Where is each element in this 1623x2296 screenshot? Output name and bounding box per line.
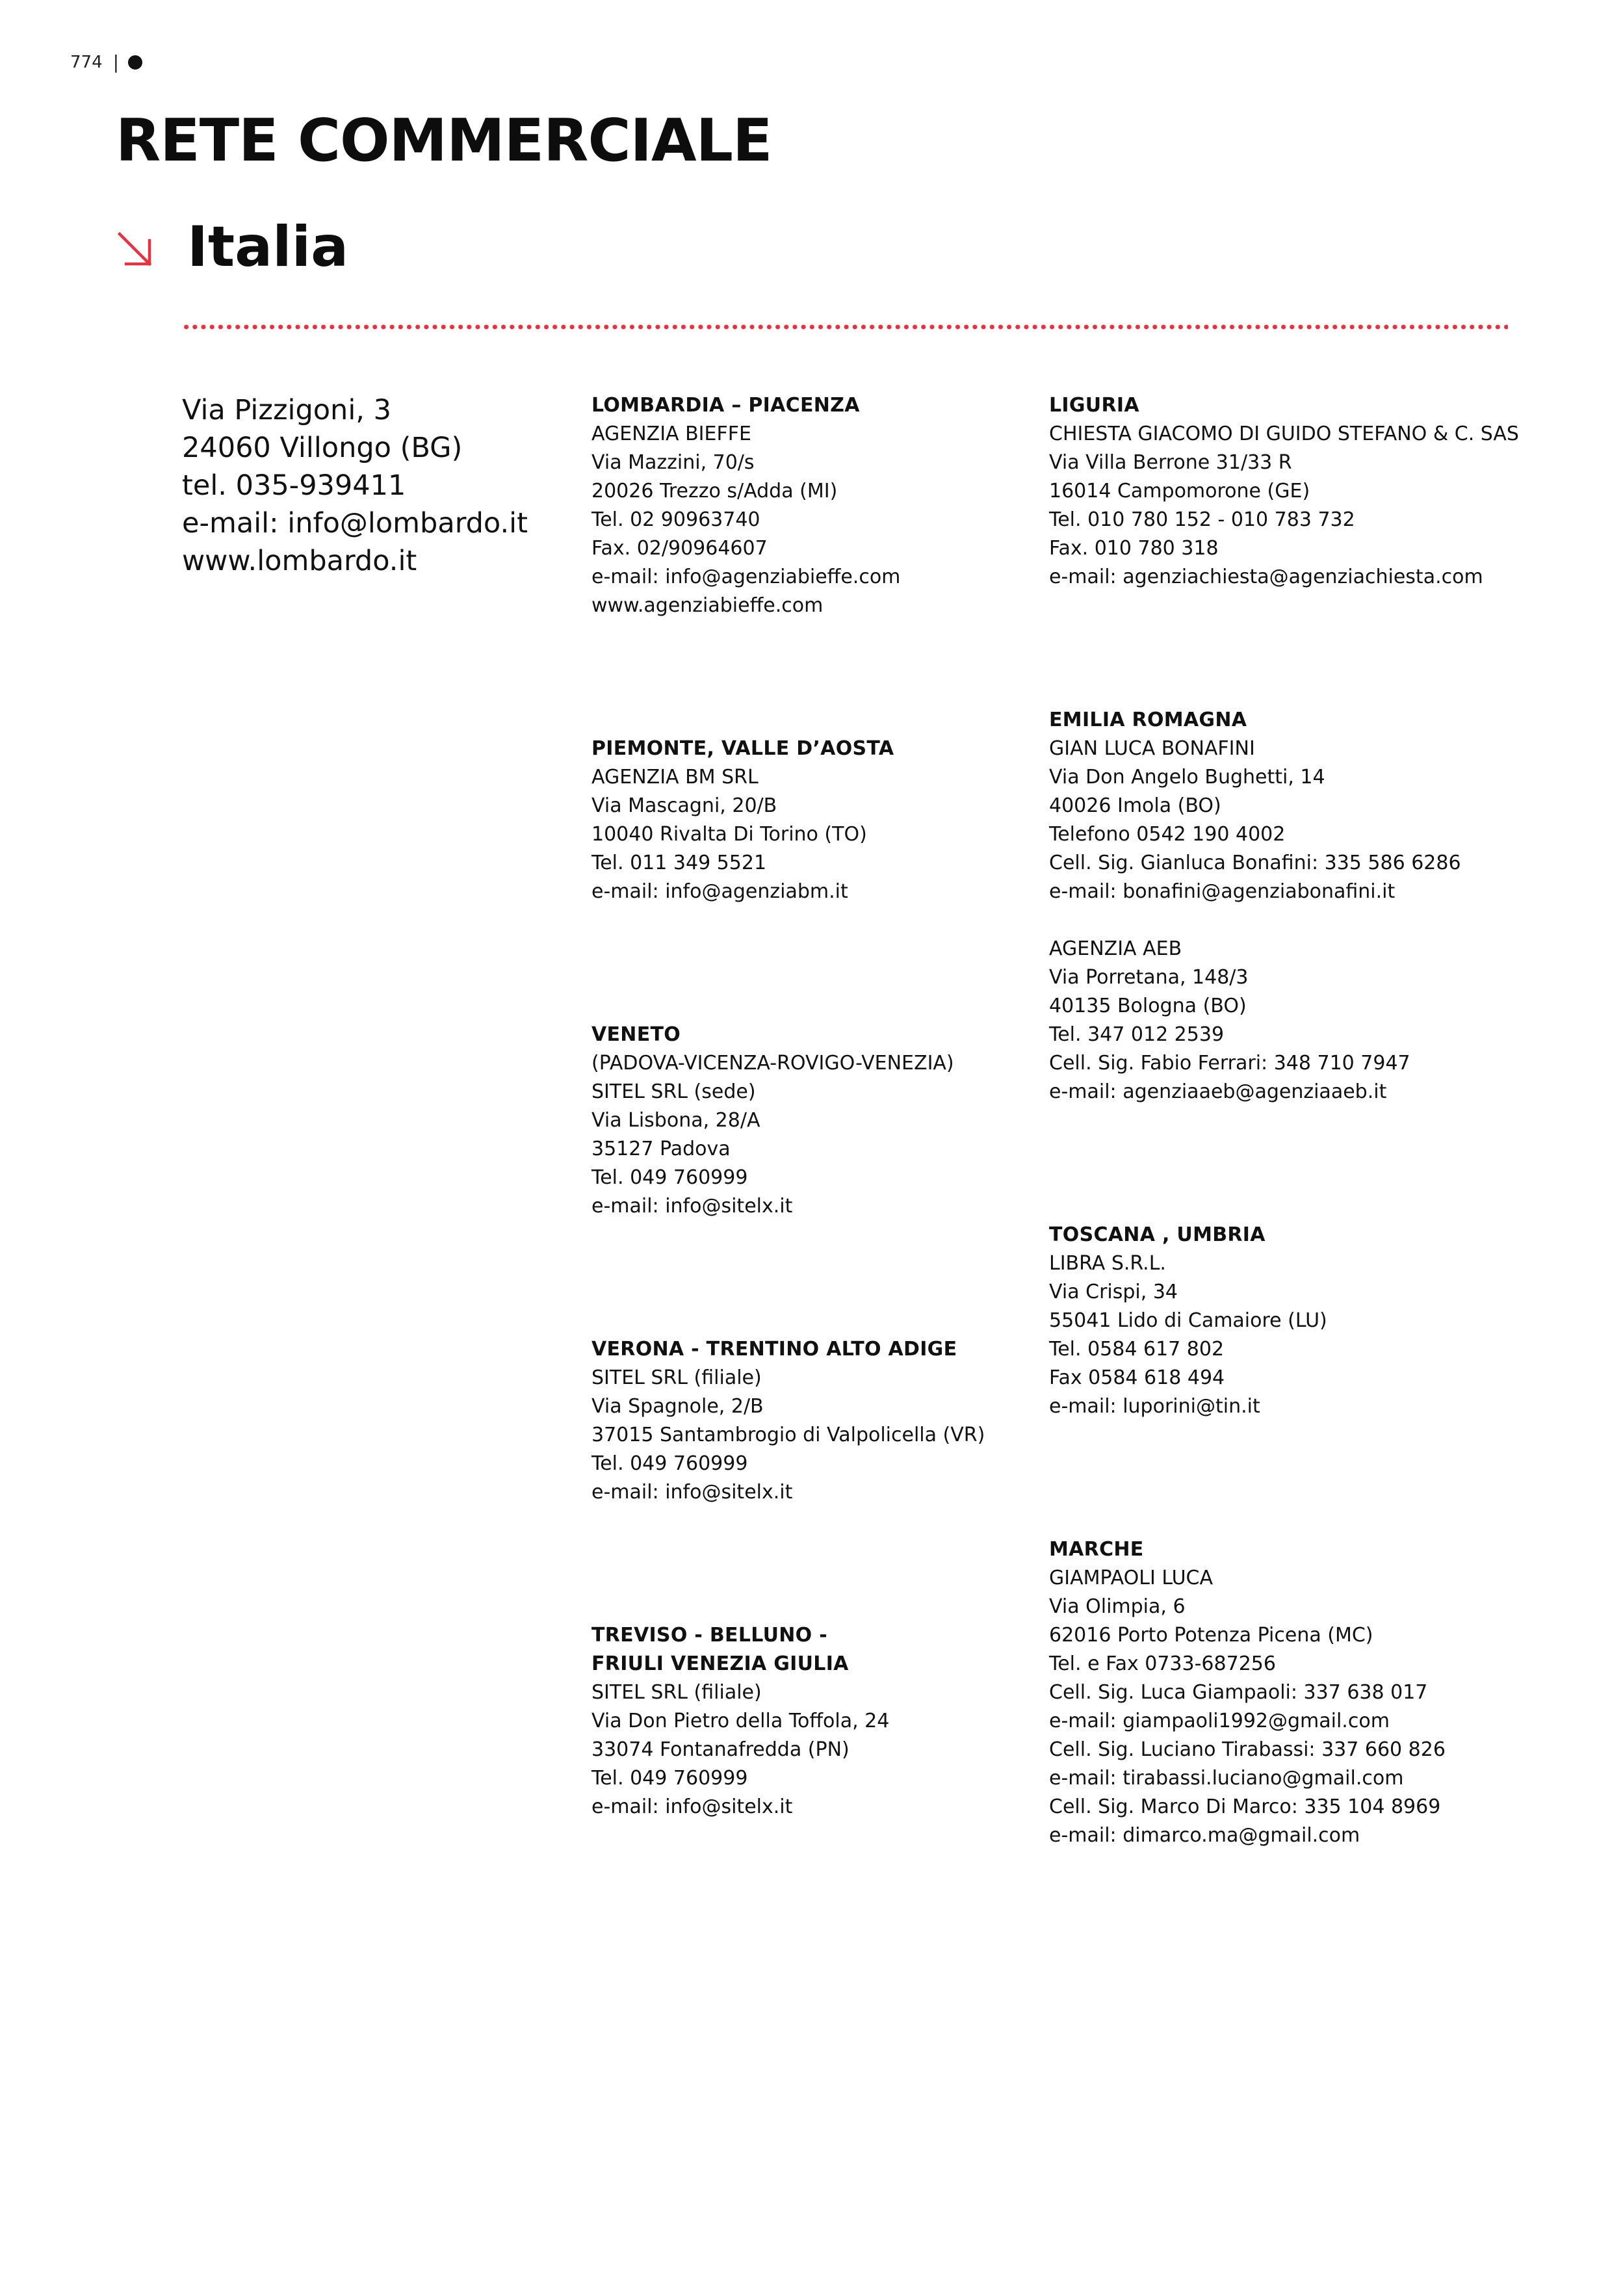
- agent-line: Tel. 010 780 152 - 010 783 732: [1049, 508, 1355, 531]
- agent-line: Via Lisbona, 28/A: [591, 1109, 760, 1132]
- agent-line: AGENZIA BM SRL: [591, 766, 759, 789]
- agent-region-heading: LOMBARDIA – PIACENZA: [591, 394, 860, 417]
- agent-lombardia-piacenza: [591, 391, 1033, 620]
- agent-line: Fax 0584 618 494: [1049, 1366, 1225, 1389]
- agent-email: e-mail: info@agenziabm.it: [591, 880, 848, 903]
- agent-line: Via Crispi, 34: [1049, 1281, 1178, 1303]
- agent-line: LIBRA S.R.L.: [1049, 1252, 1166, 1275]
- agent-line: AGENZIA BIEFFE: [591, 423, 751, 445]
- agent-email: e-mail: agenziaaeb@agenziaaeb.it: [1049, 1080, 1387, 1103]
- arrow-down-right-icon: [116, 230, 155, 269]
- agent-line: Tel. 02 90963740: [591, 508, 760, 531]
- agent-line: Tel. e Fax 0733-687256: [1049, 1652, 1276, 1675]
- agent-region-heading: TREVISO - BELLUNO -: [591, 1624, 827, 1647]
- hq-line: www.lombardo.it: [182, 545, 417, 577]
- agent-email: e-mail: bonafini@agenziabonafini.it: [1049, 880, 1396, 903]
- agent-line: Via Spagnole, 2/B: [591, 1395, 764, 1418]
- agent-line: Tel. 049 760999: [591, 1767, 748, 1790]
- agent-line: 55041 Lido di Camaiore (LU): [1049, 1309, 1327, 1332]
- agent-region-heading: FRIULI VENEZIA GIULIA: [591, 1652, 849, 1675]
- agent-line: 40026 Imola (BO): [1049, 794, 1221, 817]
- agent-line: Fax. 02/90964607: [591, 537, 768, 560]
- agent-email: e-mail: info@agenziabieffe.com: [591, 566, 901, 588]
- agent-email: e-mail: info@sitelx.it: [591, 1195, 793, 1218]
- agent-line: 62016 Porto Potenza Picena (MC): [1049, 1624, 1373, 1647]
- agent-piemonte: [591, 735, 1033, 906]
- agent-line: Cell. Sig. Fabio Ferrari: 348 710 7947: [1049, 1052, 1410, 1075]
- agent-email: e-mail: dimarco.ma@gmail.com: [1049, 1824, 1360, 1847]
- agent-email: e-mail: info@sitelx.it: [591, 1795, 793, 1818]
- agent-line: (PADOVA-VICENZA-ROVIGO-VENEZIA): [591, 1052, 954, 1075]
- agent-line: GIAMPAOLI LUCA: [1049, 1567, 1214, 1589]
- section-title: Italia: [187, 215, 349, 280]
- agent-line: Cell. Sig. Luca Giampaoli: 337 638 017: [1049, 1681, 1428, 1704]
- agent-line: 35127 Padova: [591, 1138, 731, 1160]
- agent-email: e-mail: giampaoli1992@gmail.com: [1049, 1710, 1390, 1732]
- agent-marche: [1049, 1535, 1589, 1850]
- agent-region-heading: EMILIA ROMAGNA: [1049, 709, 1247, 731]
- agent-line: Tel. 049 760999: [591, 1166, 748, 1189]
- agent-region-heading: VENETO: [591, 1023, 681, 1046]
- hq-line: tel. 035-939411: [182, 469, 406, 502]
- agent-line: Via Villa Berrone 31/33 R: [1049, 451, 1292, 474]
- agent-line: Tel. 0584 617 802: [1049, 1338, 1225, 1361]
- agent-line: Cell. Sig. Luciano Tirabassi: 337 660 826: [1049, 1738, 1446, 1761]
- page-number-header: [70, 51, 142, 74]
- agent-line: SITEL SRL (sede): [591, 1080, 756, 1103]
- agent-line: SITEL SRL (filiale): [591, 1366, 762, 1389]
- agent-line: Via Porretana, 148/3: [1049, 966, 1249, 989]
- hq-line: Via Pizzigoni, 3: [182, 394, 391, 426]
- agent-line: Tel. 347 012 2539: [1049, 1023, 1225, 1046]
- agent-line: 20026 Trezzo s/Adda (MI): [591, 480, 838, 502]
- agent-line: 40135 Bologna (BO): [1049, 995, 1247, 1017]
- agent-line: Fax. 010 780 318: [1049, 537, 1219, 560]
- agent-emilia-romagna: [1049, 706, 1589, 1106]
- agent-line: Via Mascagni, 20/B: [591, 794, 777, 817]
- agent-email: e-mail: agenziachiesta@agenziachiesta.com: [1049, 566, 1483, 588]
- agent-line: AGENZIA AEB: [1049, 937, 1182, 960]
- agent-liguria: [1049, 391, 1589, 592]
- page-number: 774: [70, 53, 103, 72]
- agent-region-heading: LIGURIA: [1049, 394, 1139, 417]
- agent-region-heading: VERONA - TRENTINO ALTO ADIGE: [591, 1338, 957, 1361]
- agent-toscana-umbria: [1049, 1221, 1589, 1421]
- agent-line: Tel. 011 349 5521: [591, 852, 767, 874]
- headquarters-address: [182, 391, 528, 580]
- agent-email: e-mail: tirabassi.luciano@gmail.com: [1049, 1767, 1404, 1790]
- agent-line: 16014 Campomorone (GE): [1049, 480, 1310, 502]
- agent-line: Via Olimpia, 6: [1049, 1595, 1186, 1618]
- page-title: RETE COMMERCIALE: [116, 107, 772, 175]
- agent-line: Cell. Sig. Marco Di Marco: 335 104 8969: [1049, 1795, 1441, 1818]
- agent-line: Via Don Pietro della Toffola, 24: [591, 1710, 890, 1732]
- agent-line: 10040 Rivalta Di Torino (TO): [591, 823, 867, 846]
- agent-region-heading: PIEMONTE, VALLE D’AOSTA: [591, 737, 894, 760]
- agent-veneto: [591, 1021, 1033, 1221]
- agent-email: e-mail: luporini@tin.it: [1049, 1395, 1260, 1418]
- agent-line: Via Don Angelo Bughetti, 14: [1049, 766, 1325, 789]
- agent-line: Tel. 049 760999: [591, 1452, 748, 1475]
- page-number-separator: |: [112, 51, 120, 73]
- agent-line: Via Mazzini, 70/s: [591, 451, 755, 474]
- hq-line: e-mail: info@lombardo.it: [182, 507, 528, 540]
- agent-email: e-mail: info@sitelx.it: [591, 1481, 793, 1504]
- agent-line: SITEL SRL (filiale): [591, 1681, 762, 1704]
- agent-verona-trentino: [591, 1335, 1033, 1507]
- agent-treviso-friuli: [591, 1621, 1033, 1821]
- agents-column-1: [591, 391, 1033, 1821]
- agent-line: Cell. Sig. Gianluca Bonafini: 335 586 6286: [1049, 852, 1461, 874]
- agent-spacer: [1049, 906, 1589, 935]
- dotted-divider: [182, 324, 1508, 330]
- agents-column-2: [1049, 391, 1589, 1850]
- agent-region-heading: TOSCANA , UMBRIA: [1049, 1223, 1266, 1246]
- agent-line: 37015 Santambrogio di Valpolicella (VR): [591, 1424, 985, 1446]
- agent-line: Telefono 0542 190 4002: [1049, 823, 1286, 846]
- bullet-dot-icon: [128, 55, 142, 70]
- agent-line: GIAN LUCA BONAFINI: [1049, 737, 1255, 760]
- hq-line: 24060 Villongo (BG): [182, 432, 463, 464]
- agent-line: 33074 Fontanafredda (PN): [591, 1738, 850, 1761]
- agent-line: CHIESTA GIACOMO DI GUIDO STEFANO & C. SAS: [1049, 423, 1519, 445]
- section-heading: [116, 215, 348, 280]
- agent-website: www.agenziabieffe.com: [591, 594, 824, 617]
- agent-region-heading: MARCHE: [1049, 1538, 1144, 1561]
